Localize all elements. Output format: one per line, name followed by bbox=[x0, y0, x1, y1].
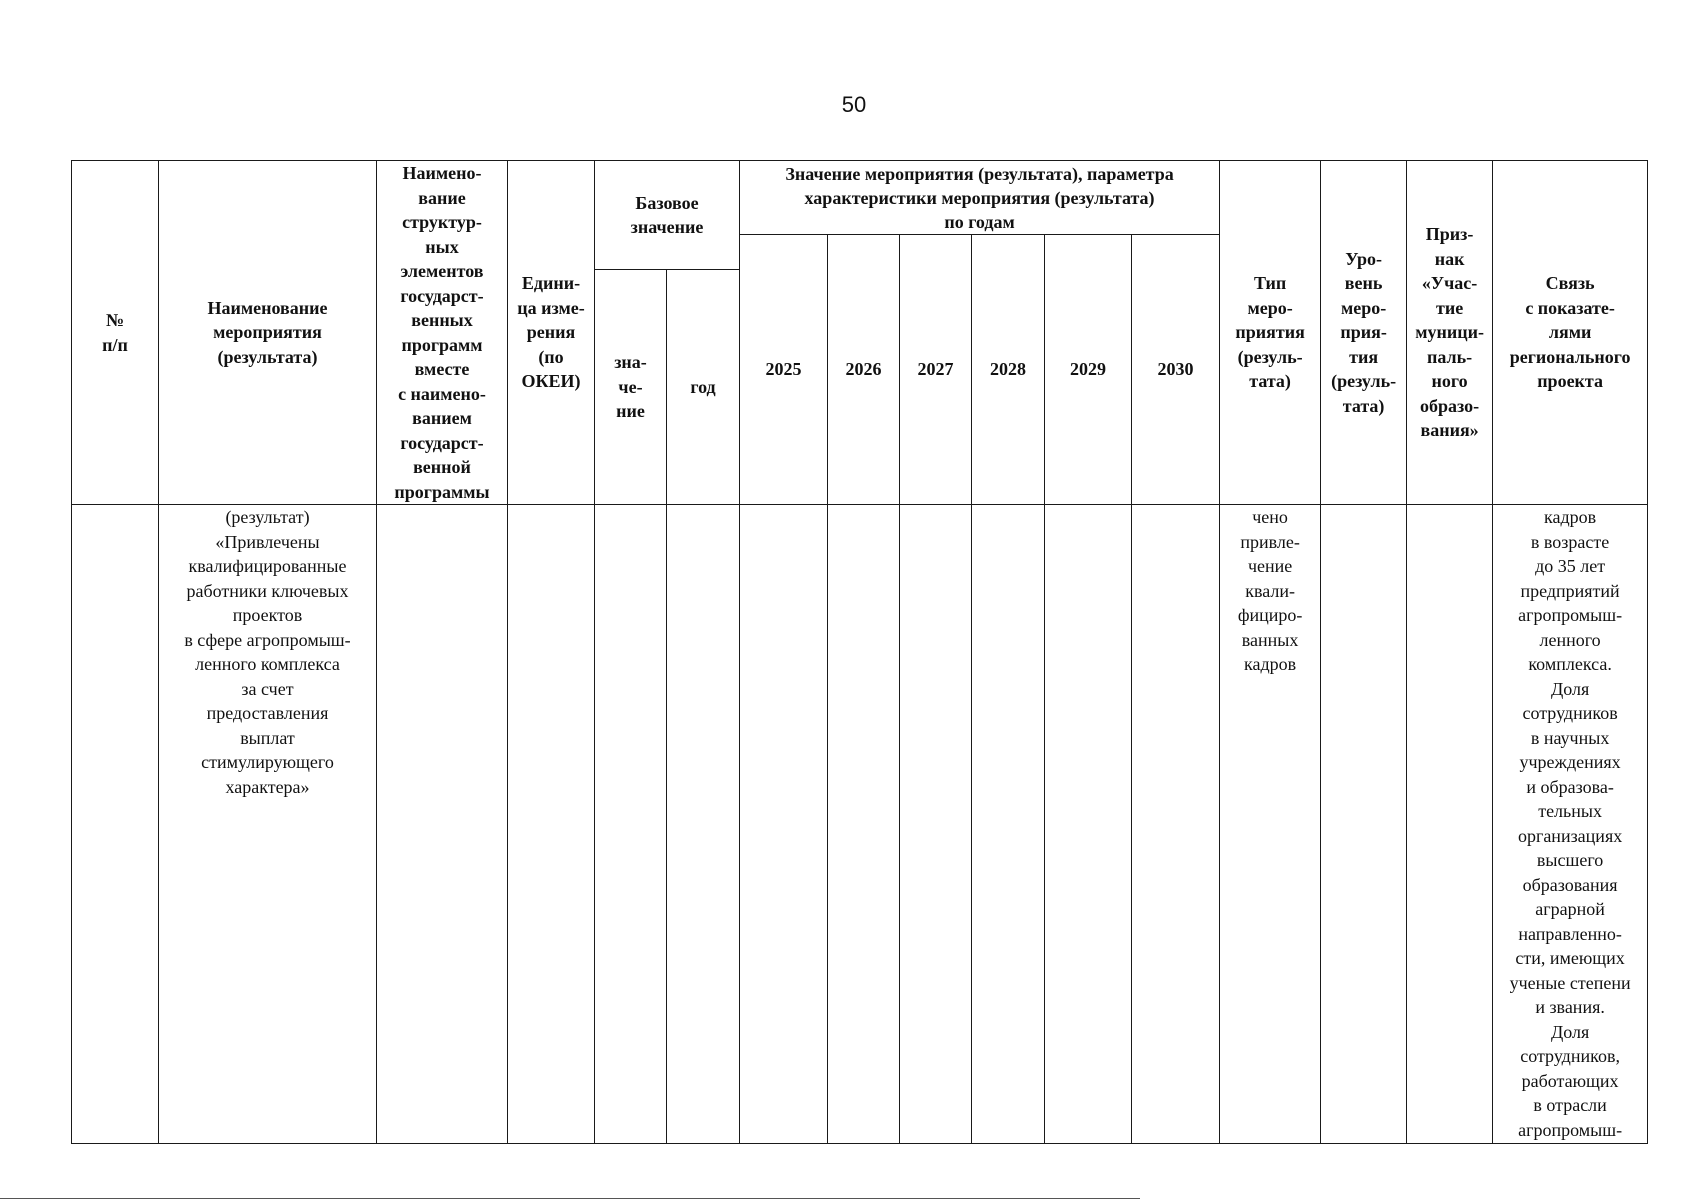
cell-year-2027 bbox=[900, 505, 972, 1144]
cell-link: кадров в возрасте до 35 лет предприятий агропромыш- ленного комплекса. Доля сотрудников в научных учреждениях и образова- тельных организациях высшего образования аграрной направленно- сти, имеющих ученые степени и звания. Доля сотрудников, работающих в отрасли агропромыш- bbox=[1493, 505, 1648, 1144]
cell-num bbox=[72, 505, 159, 1144]
header-year-2029: 2029 bbox=[1045, 235, 1132, 505]
header-municipal: Приз- нак «Учас- тие муници- паль- ного образо- вания» bbox=[1407, 161, 1493, 505]
cell-unit bbox=[508, 505, 595, 1144]
page-number: 50 bbox=[841, 92, 867, 117]
events-table bbox=[71, 160, 1648, 1144]
header-name: Наименование мероприятия (результата) bbox=[159, 161, 377, 505]
table-row bbox=[72, 505, 1648, 1144]
cell-year-2026 bbox=[828, 505, 900, 1144]
header-num: № п/п bbox=[72, 161, 159, 505]
header-year-2030: 2030 bbox=[1132, 235, 1220, 505]
header-year-2026: 2026 bbox=[828, 235, 900, 505]
cell-year-2029 bbox=[1045, 505, 1132, 1144]
cell-base-year bbox=[667, 505, 740, 1144]
header-link: Связь с показате- лями регионального проекта bbox=[1493, 161, 1648, 505]
header-level: Уро- вень меро- прия- тия (резуль- тата) bbox=[1321, 161, 1407, 505]
header-base-value: зна- че- ние bbox=[595, 270, 667, 505]
cell-year-2025 bbox=[740, 505, 828, 1144]
cell-struct bbox=[377, 505, 508, 1144]
header-years-group: Значение мероприятия (результата), параметра характеристики мероприятия (результата) по годам bbox=[740, 161, 1220, 235]
header-base-group: Базовое значение bbox=[595, 161, 740, 270]
cell-event-name: (результат) «Привлечены квалифицированные работники ключевых проектов в сфере агропромыш- ленного комплекса за счет предоставления выплат стимулирующего характера» bbox=[159, 505, 377, 1144]
bottom-rule bbox=[0, 1198, 1140, 1199]
header-year-2027: 2027 bbox=[900, 235, 972, 505]
cell-municipal bbox=[1407, 505, 1493, 1144]
cell-type: чено привле- чение квали- фициро- ванных кадров bbox=[1220, 505, 1321, 1144]
cell-year-2028 bbox=[972, 505, 1045, 1144]
header-struct: Наимено- вание структур- ных элементов государст- венных программ вместе с наимено- ванием государст- венной программы bbox=[377, 161, 508, 505]
cell-base-value bbox=[595, 505, 667, 1144]
cell-year-2030 bbox=[1132, 505, 1220, 1144]
header-type: Тип меро- приятия (резуль- тата) bbox=[1220, 161, 1321, 505]
header-year-2025: 2025 bbox=[740, 235, 828, 505]
cell-level bbox=[1321, 505, 1407, 1144]
header-unit: Едини- ца изме- рения (по ОКЕИ) bbox=[508, 161, 595, 505]
header-base-year: год bbox=[667, 270, 740, 505]
header-year-2028: 2028 bbox=[972, 235, 1045, 505]
